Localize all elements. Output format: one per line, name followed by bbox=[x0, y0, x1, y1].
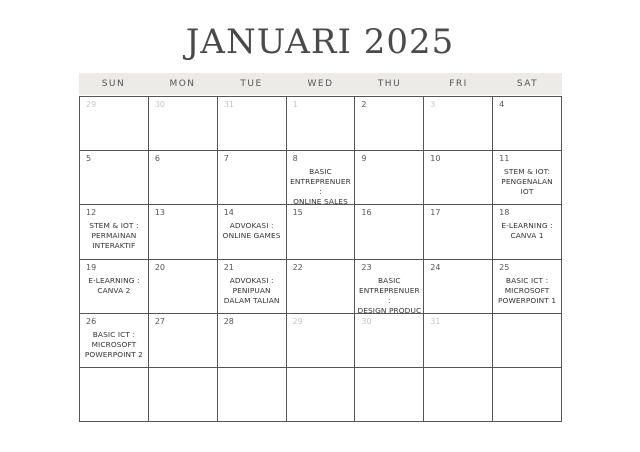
day-number: 12 bbox=[86, 208, 97, 218]
event-label: ADVOKASI : PENIPUAN DALAM TALIAN bbox=[223, 275, 280, 305]
weekday-tue: TUE bbox=[240, 79, 263, 89]
weekday-mon: MON bbox=[169, 79, 196, 89]
event-label: STEM & IOT : PERMAINAN INTERAKTIF bbox=[89, 221, 139, 251]
day-number: 17 bbox=[430, 208, 441, 218]
day-cell[interactable] bbox=[424, 314, 493, 368]
day-cell[interactable] bbox=[287, 151, 356, 205]
day-cell[interactable] bbox=[424, 205, 493, 259]
day-number: 25 bbox=[499, 262, 510, 272]
day-number: 24 bbox=[430, 262, 441, 272]
weekday-fri: FRI bbox=[449, 79, 468, 89]
day-cell[interactable] bbox=[80, 260, 149, 314]
day-cell[interactable] bbox=[80, 97, 149, 151]
day-cell[interactable] bbox=[218, 314, 287, 368]
day-cell[interactable] bbox=[424, 368, 493, 422]
day-number: 3 bbox=[430, 100, 436, 109]
day-number: 23 bbox=[361, 262, 372, 272]
day-cell[interactable] bbox=[355, 260, 424, 314]
day-cell[interactable] bbox=[149, 314, 218, 368]
day-cell[interactable] bbox=[493, 97, 562, 151]
day-cell[interactable] bbox=[493, 314, 562, 368]
day-cell[interactable] bbox=[80, 151, 149, 205]
event-label: ADVOKASI : ONLINE GAMES bbox=[222, 221, 281, 241]
day-cell[interactable] bbox=[80, 314, 149, 368]
day-number: 8 bbox=[292, 154, 298, 164]
day-cell[interactable] bbox=[355, 151, 424, 205]
day-number: 26 bbox=[86, 316, 97, 326]
day-cell[interactable] bbox=[149, 97, 218, 151]
day-cell[interactable] bbox=[218, 368, 287, 422]
day-number: 7 bbox=[223, 154, 229, 164]
day-cell[interactable] bbox=[355, 97, 424, 151]
day-number: 16 bbox=[361, 208, 372, 218]
day-number: 5 bbox=[86, 154, 92, 164]
weekday-header bbox=[79, 73, 562, 95]
day-cell[interactable] bbox=[493, 205, 562, 259]
day-cell[interactable] bbox=[80, 205, 149, 259]
event-label: BASIC ENTREPRENUER : DESIGN PRODUC bbox=[357, 275, 422, 314]
event-label: BASIC ICT : MICROSOFT POWERPOINT 2 bbox=[84, 329, 143, 359]
day-number: 19 bbox=[86, 262, 97, 272]
weekday-sun: SUN bbox=[101, 79, 126, 89]
day-number: 9 bbox=[361, 154, 367, 164]
day-cell[interactable] bbox=[218, 205, 287, 259]
day-cell[interactable] bbox=[355, 205, 424, 259]
event-label: E-LEARNING : CANVA 1 bbox=[501, 221, 553, 241]
day-cell[interactable] bbox=[218, 97, 287, 151]
day-number: 15 bbox=[292, 208, 303, 218]
event-label: BASIC ENTREPRENUER : ONLINE SALES bbox=[290, 167, 351, 206]
day-cell[interactable] bbox=[218, 151, 287, 205]
event-label: E-LEARNING : CANVA 2 bbox=[88, 275, 140, 295]
day-cell[interactable] bbox=[218, 260, 287, 314]
day-cell[interactable] bbox=[149, 205, 218, 259]
day-number: 29 bbox=[86, 100, 97, 109]
day-cell[interactable] bbox=[287, 97, 356, 151]
day-cell[interactable] bbox=[424, 151, 493, 205]
day-cell[interactable] bbox=[149, 260, 218, 314]
day-cell[interactable] bbox=[287, 205, 356, 259]
day-cell[interactable] bbox=[493, 368, 562, 422]
day-number: 14 bbox=[223, 208, 234, 218]
weekday-sat: SAT bbox=[516, 79, 539, 89]
day-cell[interactable] bbox=[287, 260, 356, 314]
event-label: STEM & IOT: PENGENALAN IOT bbox=[501, 167, 553, 197]
day-number: 13 bbox=[154, 208, 166, 218]
day-cell[interactable] bbox=[493, 260, 562, 314]
day-number: 1 bbox=[292, 100, 298, 109]
event-label: BASIC ICT : MICROSOFT POWERPOINT 1 bbox=[497, 275, 557, 305]
day-cell[interactable] bbox=[355, 314, 424, 368]
day-number: 31 bbox=[430, 316, 441, 326]
day-number: 29 bbox=[292, 316, 303, 326]
weekday-wed: WED bbox=[307, 79, 334, 89]
day-number: 10 bbox=[430, 154, 441, 164]
day-number: 30 bbox=[154, 100, 166, 109]
day-cell[interactable] bbox=[355, 368, 424, 422]
day-cell[interactable] bbox=[493, 151, 562, 205]
day-cell[interactable] bbox=[149, 368, 218, 422]
day-number: 6 bbox=[154, 154, 160, 164]
day-number: 22 bbox=[292, 262, 303, 272]
day-number: 28 bbox=[223, 316, 234, 326]
day-cell[interactable] bbox=[424, 260, 493, 314]
day-number: 18 bbox=[499, 208, 510, 218]
day-cell[interactable] bbox=[287, 314, 356, 368]
day-number: 11 bbox=[499, 154, 510, 164]
day-number: 20 bbox=[154, 262, 166, 272]
weekday-thu: THU bbox=[377, 79, 402, 89]
day-number: 27 bbox=[154, 316, 166, 326]
day-cell[interactable] bbox=[287, 368, 356, 422]
day-cell[interactable] bbox=[424, 97, 493, 151]
day-number: 2 bbox=[361, 100, 367, 109]
day-number: 4 bbox=[499, 100, 505, 109]
day-cell[interactable] bbox=[80, 368, 149, 422]
calendar-grid bbox=[79, 96, 562, 422]
day-number: 31 bbox=[223, 100, 234, 109]
day-cell[interactable] bbox=[149, 151, 218, 205]
day-number: 30 bbox=[361, 316, 372, 326]
calendar-title: JANUARI 2025 bbox=[185, 22, 455, 62]
day-number: 21 bbox=[223, 262, 234, 272]
